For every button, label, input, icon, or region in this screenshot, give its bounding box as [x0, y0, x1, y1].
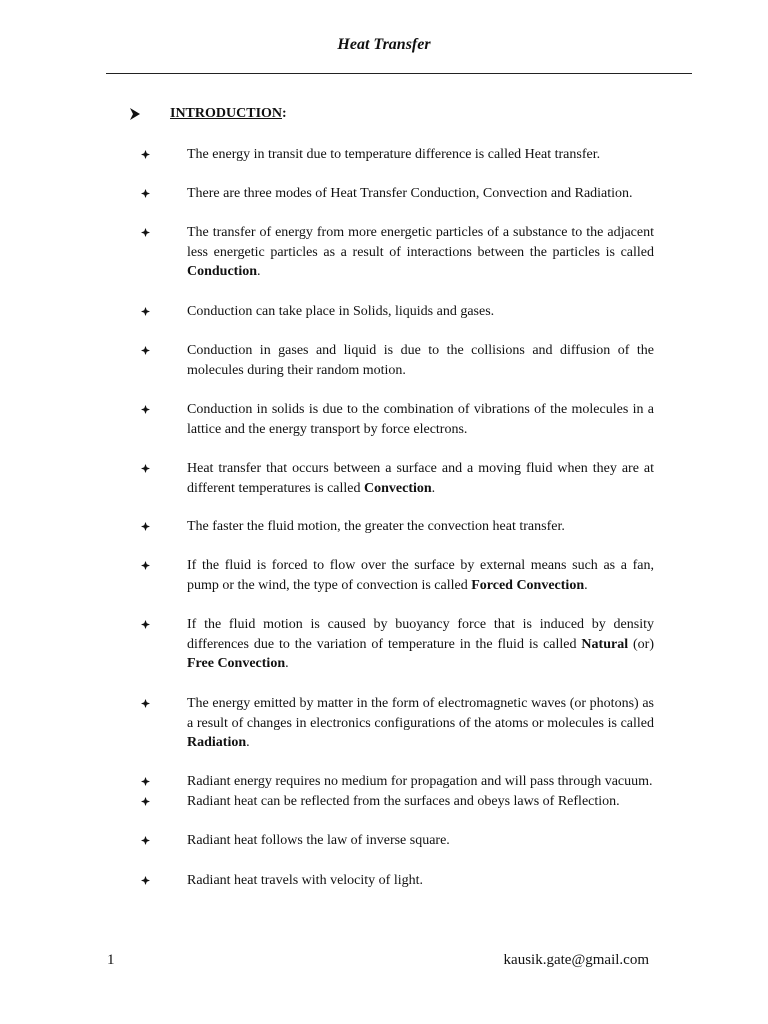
- item-bold-term: Conduction: [187, 264, 258, 280]
- list-item-text: [187, 459, 654, 498]
- list-item: [140, 694, 660, 753]
- arrow-bullet-icon: [130, 108, 140, 120]
- diamond-bullet-icon: [140, 302, 187, 322]
- list-item: [140, 772, 660, 792]
- list-item: [140, 517, 660, 537]
- diamond-bullet-icon: [140, 400, 187, 439]
- diamond-bullet-icon: [140, 459, 187, 498]
- list-item: [140, 223, 660, 282]
- list-item-text: [187, 145, 654, 165]
- item-text: The energy in transit due to temperature difference is called Heat transfer.: [187, 147, 601, 162]
- item-text: If the fluid is forced to flow over the surface by external means such as a fan, pump or the wind, the type of convection is called: [187, 558, 654, 593]
- header-divider: [106, 73, 692, 74]
- diamond-bullet-icon: [140, 871, 187, 891]
- list-item: [140, 871, 660, 891]
- list-item-text: [187, 772, 654, 792]
- item-bold-term: Free Convection: [187, 656, 286, 672]
- diamond-bullet-icon: [140, 145, 187, 165]
- diamond-bullet-icon: [140, 517, 187, 537]
- diamond-bullet-icon: [140, 223, 187, 282]
- list-item: [140, 459, 660, 498]
- diamond-bullet-icon: [140, 792, 187, 812]
- section-heading-colon: :: [282, 106, 287, 121]
- list-item: [140, 184, 660, 204]
- page-header-title: Heat Transfer: [337, 36, 431, 53]
- diamond-bullet-icon: [140, 831, 187, 851]
- list-item: [140, 615, 660, 674]
- list-item: [140, 792, 660, 812]
- item-text: Conduction in gases and liquid is due to the collisions and diffusion of the molecules during their random motion.: [187, 343, 654, 378]
- list-item: [140, 341, 660, 380]
- item-text: The transfer of energy from more energetic particles of a substance to the adjacent less energetic particles as a result of interactions between the particles is called: [187, 225, 654, 260]
- list-item: [140, 145, 660, 165]
- list-item-text: [187, 871, 654, 891]
- item-text: .: [431, 480, 436, 496]
- item-text: .: [257, 264, 261, 280]
- item-text: Conduction in solids is due to the combination of vibrations of the molecules in a lattice and the energy transport by force electrons.: [187, 402, 654, 437]
- list-item-text: [187, 556, 654, 595]
- item-bold-term: Radiation: [187, 735, 247, 751]
- list-item-text: [187, 184, 654, 204]
- item-bold-term: Forced Convection: [471, 577, 585, 593]
- diamond-bullet-icon: [140, 556, 187, 595]
- list-item-text: [187, 517, 654, 537]
- item-bold-term: Natural: [581, 636, 629, 652]
- diamond-bullet-icon: [140, 615, 187, 674]
- item-bold-term: Convection: [364, 480, 432, 496]
- section-heading: [130, 106, 287, 122]
- diamond-bullet-icon: [140, 341, 187, 380]
- list-item-text: [187, 694, 654, 753]
- item-text: If the fluid motion is caused by buoyancy force that is induced by density differences due to the variation of temperature in the fluid is called: [187, 617, 654, 652]
- footer-email: kausik.gate@gmail.com: [503, 952, 649, 968]
- list-item: [140, 400, 660, 439]
- item-text: Conduction can take place in Solids, liquids and gases.: [187, 304, 495, 319]
- list-item-text: [187, 223, 654, 282]
- page-number: 1: [107, 952, 115, 968]
- item-text: .: [285, 656, 289, 672]
- item-text: The faster the fluid motion, the greater the convection heat transfer.: [187, 519, 565, 534]
- list-item-text: [187, 792, 654, 812]
- section-heading-text: INTRODUCTION: [170, 106, 283, 121]
- list-item-text: [187, 400, 654, 439]
- item-text: There are three modes of Heat Transfer Conduction, Convection and Radiation.: [187, 186, 633, 201]
- list-item: [140, 302, 660, 322]
- item-text: Heat transfer that occurs between a surface and a moving fluid when they are at different temperatures is called: [187, 461, 654, 496]
- item-text: (or): [628, 636, 654, 652]
- item-text: Radiant heat can be reflected from the surfaces and obeys laws of Reflection.: [187, 794, 620, 809]
- item-text: Radiant heat travels with velocity of light.: [187, 873, 423, 888]
- item-text: Radiant energy requires no medium for propagation and will pass through vacuum.: [187, 774, 653, 789]
- list-item: [140, 831, 660, 851]
- list-item-text: [187, 615, 654, 674]
- diamond-bullet-icon: [140, 184, 187, 204]
- list-item-text: [187, 831, 654, 851]
- list-item: [140, 556, 660, 595]
- item-text: Radiant heat follows the law of inverse square.: [187, 833, 450, 848]
- diamond-bullet-icon: [140, 772, 187, 792]
- diamond-bullet-icon: [140, 694, 187, 753]
- list-item-text: [187, 302, 654, 322]
- list-item-text: [187, 341, 654, 380]
- item-text: .: [584, 577, 588, 593]
- item-text: The energy emitted by matter in the form of electromagnetic waves (or photons) as a result of changes in electronics configurations of the atoms or molecules is called: [187, 696, 654, 731]
- item-text: .: [246, 735, 250, 751]
